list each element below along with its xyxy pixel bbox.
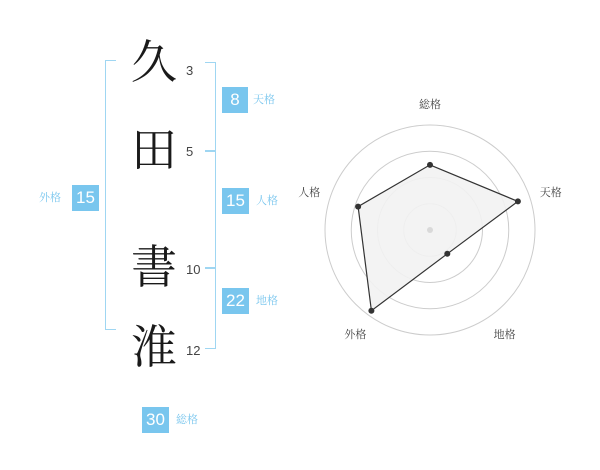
kanji-char-1: 久 (131, 37, 177, 88)
radar-svg (300, 100, 560, 360)
radar-axis-label-2: 地格 (493, 328, 516, 341)
bracket-tenkaku (205, 62, 216, 152)
badge-label-chikaku: 地格 (256, 295, 278, 307)
radar-data-point (515, 198, 521, 204)
kanji-char-2: 田 (131, 125, 177, 176)
kanji-char-4: 淮 (131, 322, 177, 373)
bracket-gaikaku (105, 60, 116, 330)
stroke-count-4: 12 (186, 343, 201, 358)
radar-data-point (355, 204, 361, 210)
badge-label-soukaku: 総格 (176, 414, 198, 426)
badge-chikaku: 22 (222, 288, 249, 314)
radar-axis-label-1: 天格 (539, 186, 562, 199)
radar-axis-label-0: 総格 (419, 99, 441, 111)
stroke-count-3: 10 (186, 262, 201, 277)
stroke-count-2: 5 (186, 144, 194, 159)
badge-gaikaku: 15 (72, 185, 99, 211)
radar-data-point (427, 162, 433, 168)
radar-area (358, 165, 518, 311)
radar-chart (300, 100, 560, 365)
badge-jinkaku: 15 (222, 188, 249, 214)
badge-tenkaku: 8 (222, 87, 248, 113)
bracket-jinkaku (205, 150, 216, 269)
stroke-count-1: 3 (186, 63, 194, 78)
badge-label-gaikaku: 外格 (39, 192, 61, 204)
badge-label-tenkaku: 天格 (253, 94, 275, 106)
radar-center-dot (427, 227, 433, 233)
radar-data-point (444, 251, 450, 257)
badge-soukaku: 30 (142, 407, 169, 433)
badge-label-jinkaku: 人格 (256, 195, 278, 207)
radar-axis-label-4: 人格 (298, 186, 321, 199)
radar-data-point (368, 308, 374, 314)
kanji-char-3: 書 (131, 242, 177, 293)
bracket-chikaku (205, 267, 216, 349)
radar-axis-label-3: 外格 (344, 328, 367, 341)
